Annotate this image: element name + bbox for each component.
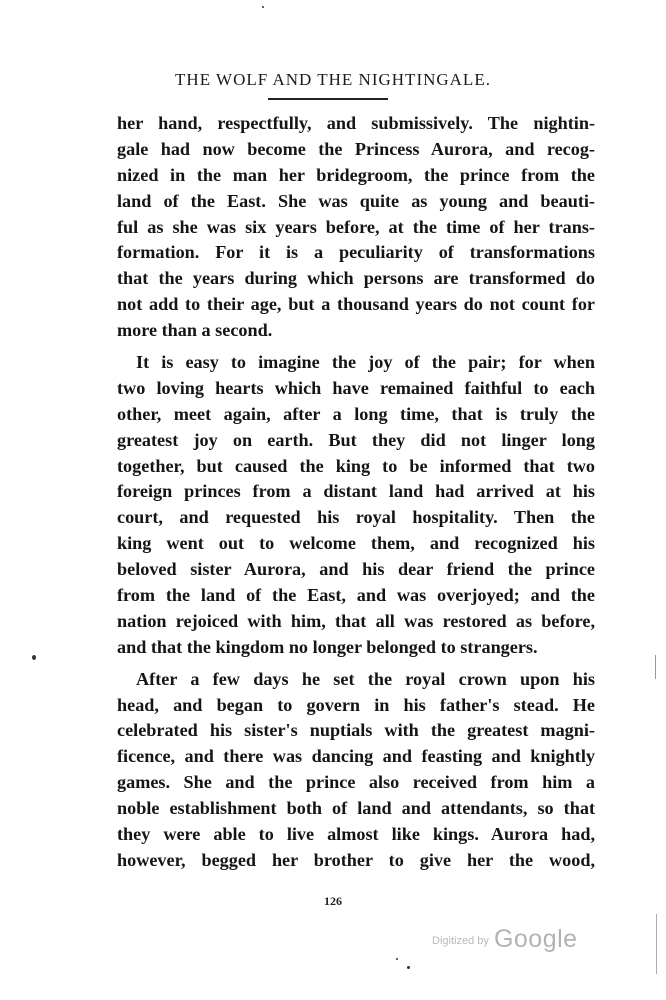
- text-line: ficence, and there was dancing and feasting and knightly: [117, 746, 595, 767]
- text-line: formation. For it is a peculiarity of transformations: [117, 242, 595, 263]
- text-line: It is easy to imagine the joy of the pair; for when: [136, 352, 595, 373]
- paragraph-1: [117, 111, 595, 344]
- paragraph-3: [117, 667, 595, 874]
- text-line: together, but caused the king to be informed that two: [117, 455, 595, 476]
- paragraph-2: [117, 350, 595, 661]
- scan-mark: [655, 655, 656, 679]
- text-line: and that the kingdom no longer belonged to strangers.: [117, 636, 538, 657]
- text-line: her hand, respectfully, and submissively. The nightin-: [117, 113, 595, 133]
- scan-speck: [407, 966, 410, 969]
- text-line: from the land of the East, and was overjoyed; and the: [117, 585, 595, 606]
- text-line: greatest joy on earth. But they did not linger long: [117, 429, 595, 450]
- running-title: THE WOLF AND THE NIGHTINGALE.: [175, 70, 491, 89]
- text-line: After a few days he set the royal crown upon his: [136, 668, 595, 689]
- text-line: more than a second.: [117, 320, 273, 341]
- text-line: not add to their age, but a thousand years do not count for: [117, 294, 595, 315]
- text-line: noble establishment both of land and attendants, so that: [117, 798, 595, 819]
- text-line: however, begged her brother to give her the wood,: [117, 849, 595, 870]
- scan-speck: [262, 6, 264, 8]
- text-line: foreign princes from a distant land had arrived at his: [117, 481, 595, 502]
- page-number: 126: [324, 894, 342, 908]
- text-line: two loving hearts which have remained faithful to each: [117, 377, 595, 398]
- text-line: that the years during which persons are transformed do: [117, 268, 595, 289]
- text-line: games. She and the prince also received from him a: [117, 772, 595, 793]
- text-line: king went out to welcome them, and recognized his: [117, 533, 595, 554]
- scan-speck: [32, 655, 36, 660]
- digitized-watermark: [432, 925, 578, 954]
- text-line: nized in the man her bridegroom, the prince from the: [117, 164, 595, 185]
- text-line: head, and began to govern in his father's stead. He: [117, 694, 595, 715]
- text-line: nation rejoiced with him, that all was restored as before,: [117, 610, 595, 631]
- text-line: court, and requested his royal hospitality. Then the: [117, 507, 595, 528]
- watermark-brand: Google: [493, 925, 578, 953]
- text-line: ful as she was six years before, at the time of her trans-: [117, 216, 595, 237]
- text-line: celebrated his sister's nuptials with the greatest magni-: [117, 720, 595, 741]
- scan-speck: [396, 958, 398, 960]
- text-line: gale had now become the Princess Aurora, and recog-: [117, 138, 595, 159]
- body-text: [117, 111, 595, 874]
- text-line: they were able to live almost like kings. Aurora had,: [117, 824, 595, 845]
- watermark-prefix: Digitized by: [432, 935, 489, 947]
- text-line: beloved sister Aurora, and his dear friend the prince: [117, 559, 595, 580]
- scan-mark: [656, 914, 657, 974]
- text-line: other, meet again, after a long time, that is truly the: [117, 403, 595, 424]
- title-rule: [268, 98, 388, 100]
- text-line: land of the East. She was quite as young and beauti-: [117, 190, 595, 211]
